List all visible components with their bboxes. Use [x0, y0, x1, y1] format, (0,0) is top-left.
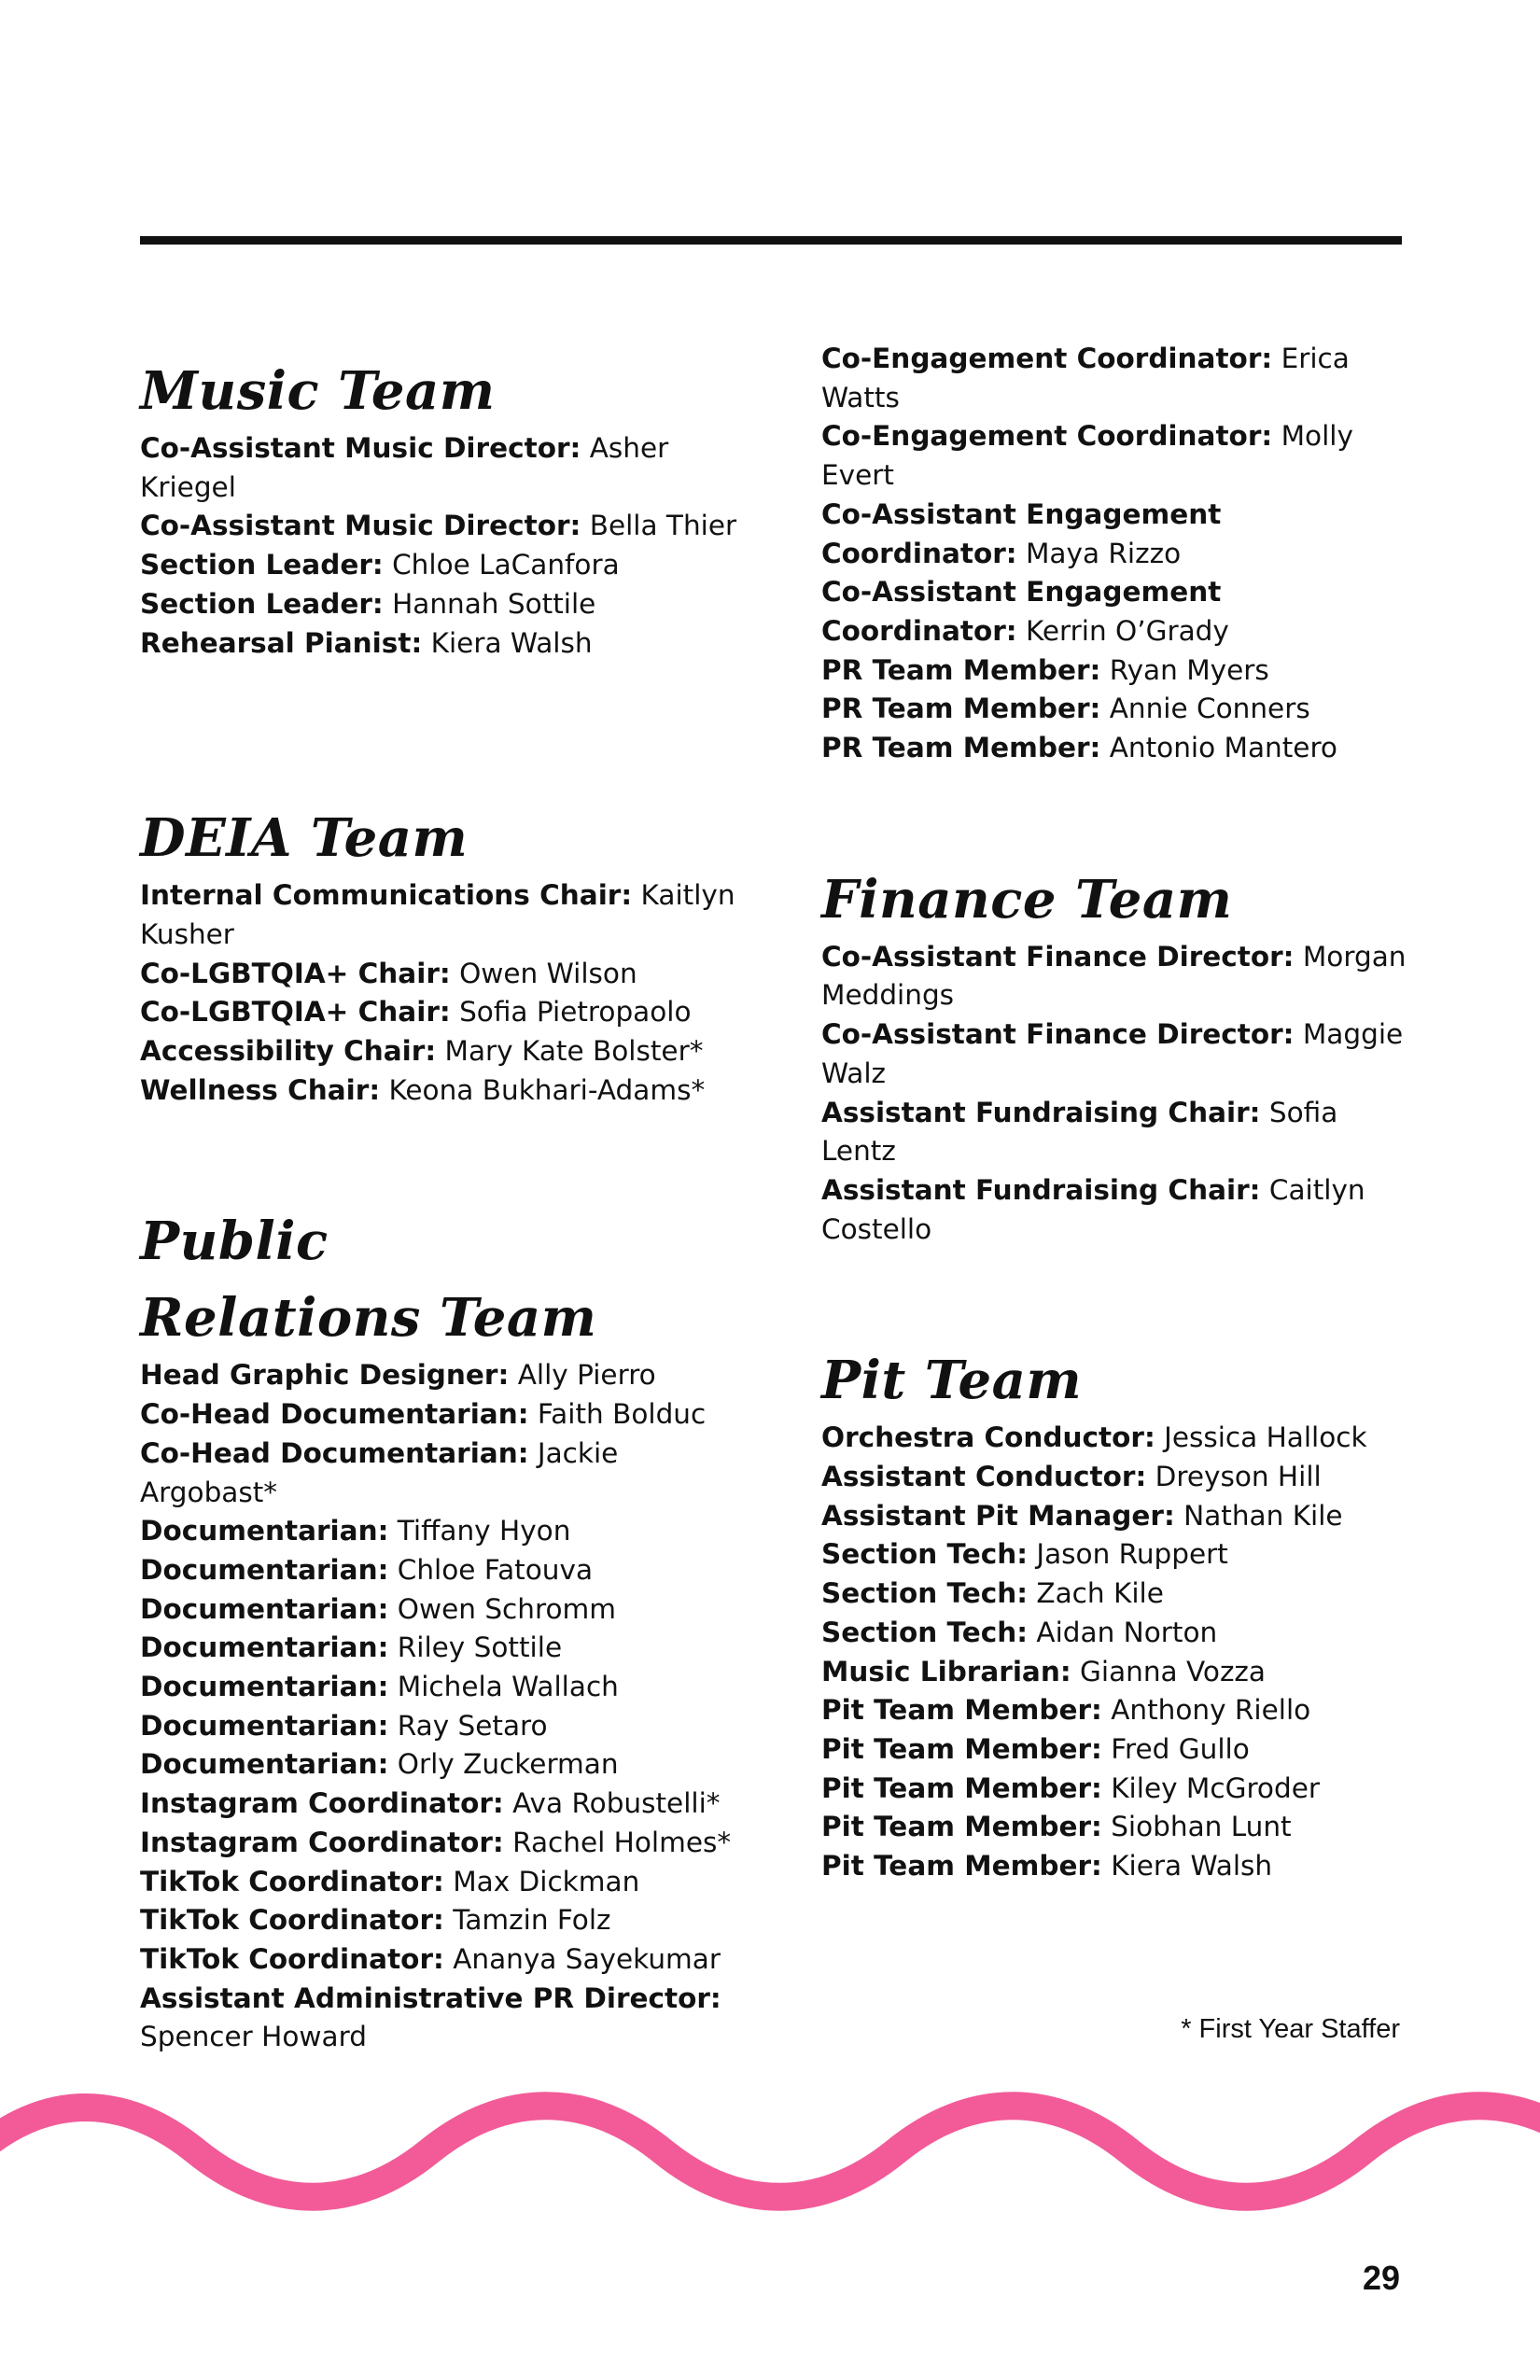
- staff-role: Section Tech:: [821, 1577, 1028, 1610]
- staff-role: Assistant Pit Manager:: [821, 1499, 1175, 1532]
- staff-entry: [821, 1171, 1419, 1249]
- staff-entry: [140, 429, 737, 507]
- staff-entry: [140, 1745, 737, 1785]
- staff-name: Maggie Walz: [821, 1018, 1404, 1089]
- pit-team-title: Pit Team: [821, 1350, 1083, 1412]
- left-column: [140, 353, 737, 2057]
- staff-name: Ray Setaro: [397, 1709, 548, 1742]
- staff-name: Rachel Holmes*: [512, 1826, 732, 1858]
- staff-role: Internal Communications Chair:: [140, 879, 633, 912]
- staff-role: Co-LGBTQIA+ Chair:: [140, 957, 451, 989]
- staff-entry: [140, 1356, 737, 1395]
- staff-entry: [140, 1395, 737, 1435]
- staff-name: Ananya Sayekumar: [453, 1942, 721, 1975]
- staff-name: Sofia Pietropaolo: [459, 996, 692, 1029]
- staff-role: Assistant Conductor:: [821, 1461, 1147, 1493]
- staff-name: Siobhan Lunt: [1111, 1811, 1292, 1843]
- finance-team-section: [821, 861, 1419, 1250]
- finance-team-list: [821, 938, 1419, 1250]
- staff-role: PR Team Member:: [821, 693, 1101, 725]
- staff-entry: [821, 938, 1419, 1015]
- staff-entry: [821, 1730, 1419, 1770]
- music-team-title: Music Team: [140, 360, 496, 422]
- staff-name: Ally Pierro: [517, 1359, 656, 1392]
- staff-entry: [821, 690, 1419, 729]
- staff-entry: [140, 1629, 737, 1668]
- staff-entry: [821, 651, 1419, 691]
- staff-entry: [140, 876, 737, 954]
- staff-entry: [821, 496, 1419, 573]
- staff-entry: [140, 507, 737, 546]
- staff-name: Owen Schromm: [397, 1592, 616, 1625]
- staff-entry: [140, 585, 737, 624]
- staff-role: Co-Head Documentarian:: [140, 1436, 529, 1469]
- staff-name: Bella Thier: [589, 510, 737, 542]
- staff-entry: [140, 1824, 737, 1863]
- pit-team-section: [821, 1342, 1419, 1885]
- staff-entry: [821, 1458, 1419, 1497]
- staff-role: Pit Team Member:: [821, 1771, 1102, 1804]
- staff-role: Pit Team Member:: [821, 1732, 1102, 1765]
- staff-role: Head Graphic Designer:: [140, 1359, 510, 1392]
- staff-role: Co-Engagement Coordinator:: [821, 420, 1273, 453]
- staff-role: Section Tech:: [821, 1616, 1028, 1648]
- staff-role: Documentarian:: [140, 1515, 389, 1547]
- staff-name: Spencer Howard: [140, 2021, 367, 2053]
- staff-name: Kerrin O’Grady: [1025, 614, 1229, 647]
- staff-role: Music Librarian:: [821, 1655, 1071, 1687]
- staff-name: Ava Robustelli*: [512, 1787, 721, 1820]
- staff-entry: [821, 1614, 1419, 1653]
- staff-role: Wellness Chair:: [140, 1073, 381, 1106]
- staff-role: Section Tech:: [821, 1538, 1028, 1571]
- staff-name: Anthony Riello: [1111, 1694, 1311, 1727]
- staff-name: Chloe LaCanfora: [392, 549, 620, 581]
- staff-role: Accessibility Chair:: [140, 1035, 437, 1068]
- staff-role: Co-Assistant Finance Director:: [821, 940, 1295, 973]
- staff-entry: [140, 993, 737, 1032]
- staff-role: Orchestra Conductor:: [821, 1421, 1155, 1454]
- staff-role: Co-Assistant Engagement Coordinator:: [821, 576, 1222, 647]
- staff-role: Section Leader:: [140, 549, 384, 581]
- staff-role: Co-LGBTQIA+ Chair:: [140, 996, 451, 1029]
- staff-name: Chloe Fatouva: [397, 1553, 594, 1586]
- staff-role: Assistant Fundraising Chair:: [821, 1096, 1261, 1128]
- pr-team-section: [140, 1203, 737, 2057]
- staff-role: Co-Assistant Music Director:: [140, 510, 581, 542]
- staff-role: Documentarian:: [140, 1748, 389, 1781]
- staff-entry: [821, 1808, 1419, 1847]
- staff-entry: [140, 1668, 737, 1707]
- staff-name: Jason Ruppert: [1036, 1538, 1228, 1571]
- staff-role: TikTok Coordinator:: [140, 1904, 444, 1937]
- staff-entry: [140, 955, 737, 994]
- staff-name: Faith Bolduc: [537, 1398, 707, 1431]
- staff-name: Kiley McGroder: [1111, 1771, 1320, 1804]
- staff-name: Hannah Sottile: [392, 587, 596, 620]
- pit-team-list: [821, 1419, 1419, 1885]
- pr-team-list: [140, 1356, 737, 2057]
- staff-role: TikTok Coordinator:: [140, 1942, 444, 1975]
- staff-name: Antonio Mantero: [1109, 732, 1337, 764]
- music-team-list: [140, 429, 737, 663]
- staff-entry: [140, 1551, 737, 1590]
- wave-path: [0, 2106, 1540, 2197]
- staff-name: Caitlyn Costello: [821, 1173, 1365, 1245]
- staff-role: Assistant Fundraising Chair:: [821, 1173, 1261, 1206]
- staff-entry: [821, 1497, 1419, 1536]
- staff-name: Ryan Myers: [1109, 653, 1269, 686]
- staff-role: PR Team Member:: [821, 653, 1101, 686]
- staff-name: Kiera Walsh: [430, 626, 593, 659]
- staff-entry: [140, 546, 737, 585]
- staff-role: Documentarian:: [140, 1709, 389, 1742]
- pink-wave-decoration: [0, 2081, 1540, 2221]
- staff-name: Kiera Walsh: [1111, 1850, 1273, 1883]
- staff-entry: [821, 417, 1419, 495]
- staff-name: Kaitlyn Kusher: [140, 879, 735, 950]
- staff-entry: [140, 624, 737, 664]
- staff-entry: [821, 1419, 1419, 1458]
- staff-name: Dreyson Hill: [1155, 1461, 1322, 1493]
- pr-team-title: Public Relations Team: [140, 1211, 597, 1350]
- page-number: 29: [1362, 2259, 1400, 2297]
- staff-entry: [140, 1707, 737, 1746]
- staff-role: Rehearsal Pianist:: [140, 626, 423, 659]
- staff-name: Molly Evert: [821, 420, 1353, 492]
- staff-name: Zach Kile: [1036, 1577, 1164, 1610]
- staff-role: Pit Team Member:: [821, 1850, 1102, 1883]
- staff-name: Tamzin Folz: [453, 1904, 611, 1937]
- staff-entry: [821, 1770, 1419, 1809]
- staff-name: Annie Conners: [1109, 693, 1310, 725]
- first-year-footnote: * First Year Staffer: [1181, 2014, 1400, 2044]
- staff-entry: [821, 1535, 1419, 1575]
- staff-name: Keona Bukhari-Adams*: [388, 1073, 706, 1106]
- staff-name: Gianna Vozza: [1080, 1655, 1266, 1687]
- staff-role: Instagram Coordinator:: [140, 1787, 504, 1820]
- staff-entry: [821, 1575, 1419, 1614]
- staff-role: Co-Assistant Music Director:: [140, 432, 581, 464]
- staff-name: Riley Sottile: [397, 1631, 563, 1664]
- staff-entry: [140, 1512, 737, 1551]
- staff-entry: [821, 340, 1419, 417]
- deia-team-section: [140, 800, 737, 1110]
- staff-role: Co-Head Documentarian:: [140, 1398, 529, 1431]
- staff-entry: [821, 729, 1419, 768]
- staff-entry: [140, 1980, 737, 2057]
- staff-name: Erica Watts: [821, 343, 1350, 413]
- staff-entry: [140, 1435, 737, 1512]
- staff-name: Tiffany Hyon: [397, 1515, 571, 1547]
- staff-role: Section Leader:: [140, 587, 384, 620]
- staff-name: Morgan Meddings: [821, 940, 1407, 1012]
- right-column: [821, 340, 1419, 1886]
- staff-role: PR Team Member:: [821, 732, 1101, 764]
- staff-role: Pit Team Member:: [821, 1811, 1102, 1843]
- staff-role: Documentarian:: [140, 1592, 389, 1625]
- finance-team-title: Finance Team: [821, 868, 1233, 931]
- staff-role: Instagram Coordinator:: [140, 1826, 504, 1858]
- staff-role: Documentarian:: [140, 1631, 389, 1664]
- music-team-section: [140, 353, 737, 663]
- staff-role: Documentarian:: [140, 1553, 389, 1586]
- staff-name: Fred Gullo: [1111, 1732, 1250, 1765]
- staff-name: Jackie Argobast*: [140, 1436, 619, 1508]
- deia-team-list: [140, 876, 737, 1110]
- staff-entry: [140, 1032, 737, 1071]
- staff-name: Maya Rizzo: [1025, 537, 1182, 569]
- staff-name: Mary Kate Bolster*: [444, 1035, 704, 1068]
- staff-entry: [140, 1071, 737, 1111]
- staff-entry: [140, 1785, 737, 1824]
- staff-entry: [821, 1094, 1419, 1171]
- staff-entry: [140, 1901, 737, 1940]
- staff-role: Assistant Administrative PR Director:: [140, 1981, 721, 2014]
- staff-entry: [821, 1653, 1419, 1692]
- deia-team-title: DEIA Team: [140, 807, 469, 870]
- staff-entry: [821, 573, 1419, 651]
- staff-name: Asher Kriegel: [140, 432, 669, 503]
- staff-name: Jessica Hallock: [1164, 1421, 1367, 1454]
- staff-name: Michela Wallach: [397, 1671, 619, 1703]
- staff-role: Co-Assistant Finance Director:: [821, 1018, 1295, 1051]
- pr-team-continued-list: [821, 340, 1419, 768]
- staff-name: Nathan Kile: [1183, 1499, 1343, 1532]
- staff-name: Aidan Norton: [1036, 1616, 1218, 1648]
- staff-role: TikTok Coordinator:: [140, 1865, 444, 1897]
- staff-name: Orly Zuckerman: [397, 1748, 619, 1781]
- pr-team-continued-section: [821, 340, 1419, 768]
- top-divider-rule: [140, 236, 1402, 245]
- staff-role: Pit Team Member:: [821, 1694, 1102, 1727]
- staff-name: Sofia Lentz: [821, 1096, 1338, 1168]
- staff-role: Co-Engagement Coordinator:: [821, 343, 1273, 374]
- staff-entry: [140, 1940, 737, 1980]
- staff-entry: [821, 1691, 1419, 1730]
- staff-role: Documentarian:: [140, 1671, 389, 1703]
- staff-entry: [140, 1863, 737, 1902]
- staff-role: Co-Assistant Engagement Coordinator:: [821, 497, 1222, 569]
- staff-name: Owen Wilson: [459, 957, 637, 989]
- staff-name: Max Dickman: [453, 1865, 640, 1897]
- staff-entry: [821, 1015, 1419, 1093]
- staff-entry: [140, 1590, 737, 1630]
- staff-entry: [821, 1847, 1419, 1886]
